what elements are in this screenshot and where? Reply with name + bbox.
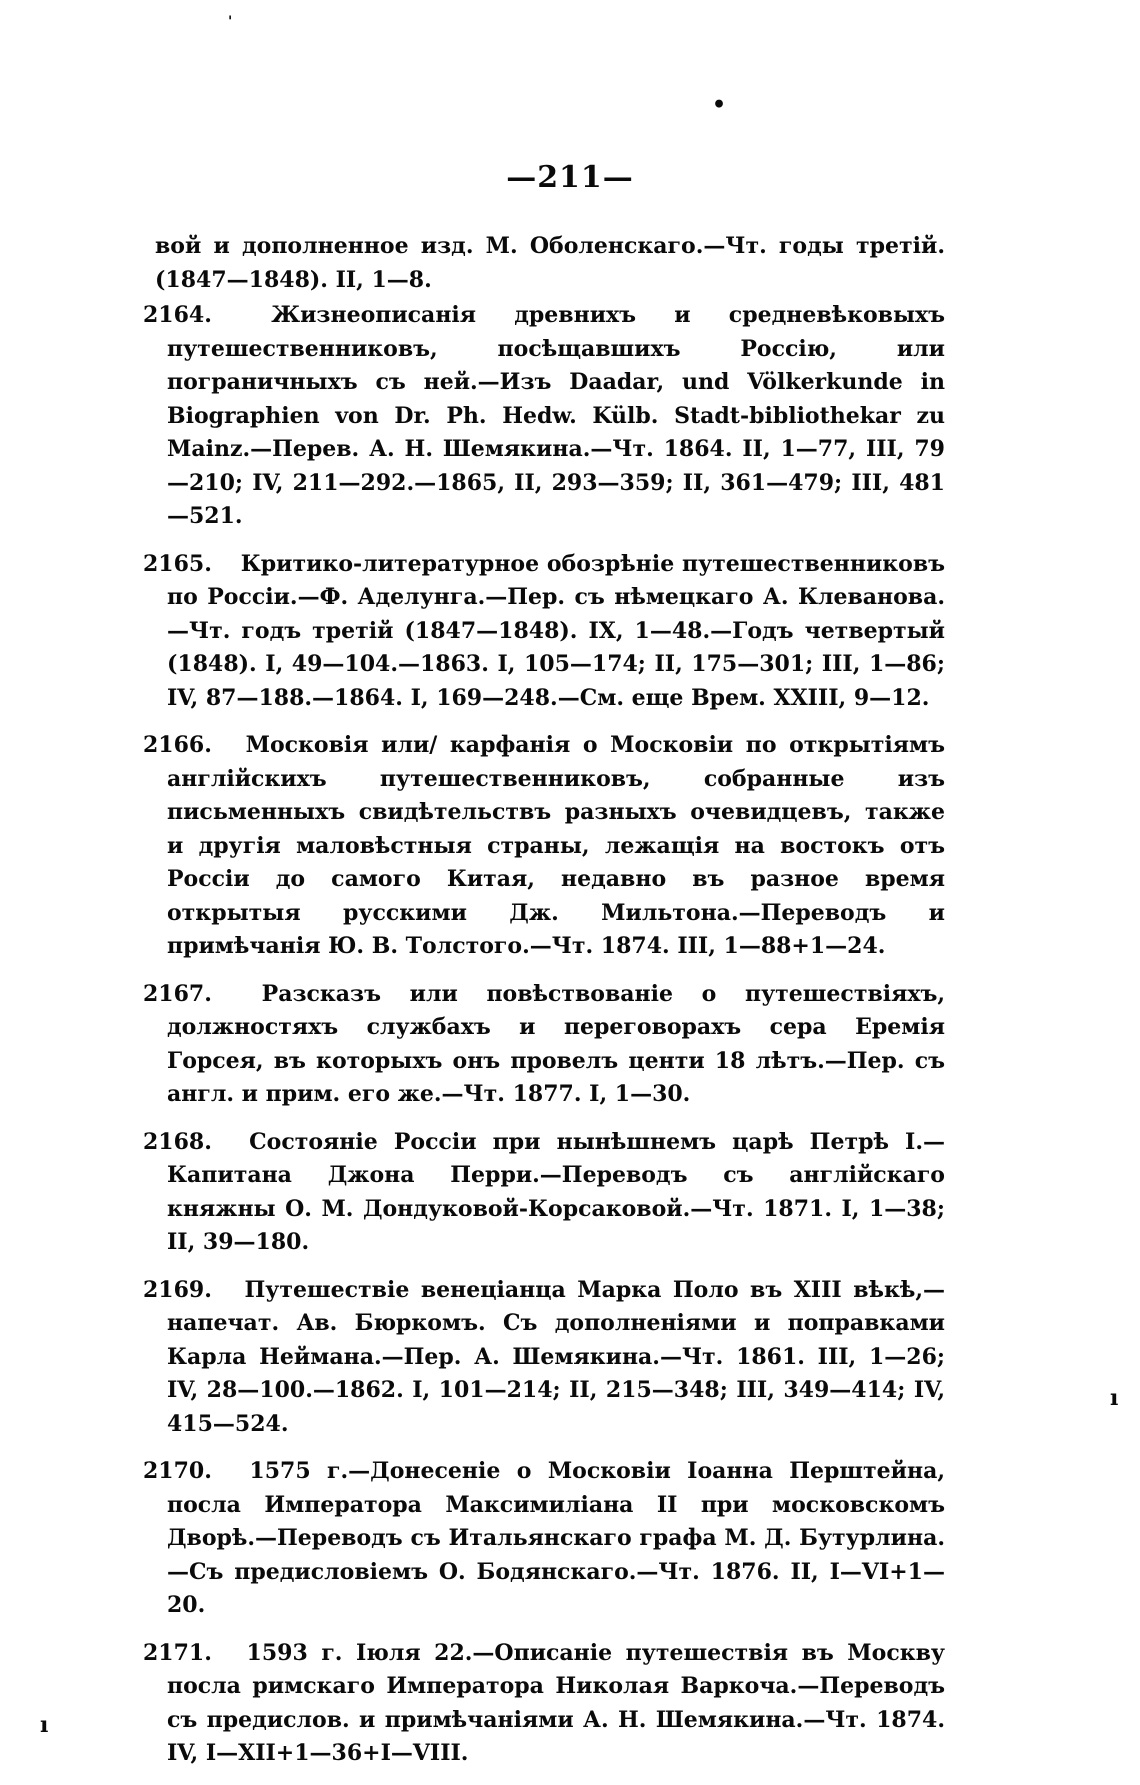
list-item [143,978,945,1112]
list-item [143,1455,945,1623]
entry-number: 2170. [143,1458,212,1484]
entry-text: Жизнеописанія древнихъ и средневѣковыхъ путешественниковъ, посѣщавшихъ Россію, или пограничныхъ съ ней.—Изъ Daadar, und Völkerkunde in Biographien von Dr. Ph. Hedw. Külb. Stadt-bibliothekar zu Mainz.—Перев. А. Н. Шемякина.—Чт. 1864. II, 1—77, III, 79—210; IV, 211—292.—1865, II, 293—359; II, 361—479; III, 481—521. [167,302,945,529]
entry-number: 2167. [143,980,212,1007]
entry-text: вой и дополненное изд. М. Оболенскаго.—Чт. годы третій. (1847—1848). II, 1—8. [155,233,945,293]
ink-speck: ı [1110,1385,1119,1411]
list-item [143,1637,945,1771]
entry-text: Состояніе Россіи при нынѣшнемъ царѣ Петрѣ I.—Капитана Джона Перри.—Переводъ съ англійскаго княжны О. М. Дондуковой-Корсаковой.—Чт. 1871. I, 1—38; II, 39—180. [167,1128,945,1255]
entry-text: Разсказъ или повѣствованіе о путешествіяхъ, должностяхъ службахъ и переговорахъ сера Еремія Горсея, въ которыхъ онъ провелъ центи 18 лѣтъ.—Пер. съ англ. и прим. его же.—Чт. 1877. I, 1—30. [167,980,945,1107]
list-item [155,230,945,297]
entry-number: 2165. [143,550,212,577]
ink-dot: • [712,92,727,118]
list-item [143,299,945,534]
entry-number: 2166. [143,732,212,758]
entry-text: Критико-литературное обозрѣніе путешественниковъ по Россіи.—Ф. Аделунга.—Пер. съ нѣмецкаго А. Клеванова.—Чт. годъ третій (1847—1848). IX, 1—48.—Годъ четвертый (1848). I, 49—104.—1863. I, 105—174; II, 175—301; III, 1—86; IV, 87—188.—1864. I, 169—248.—См. еще Врем. XXIII, 9—12. [167,550,945,711]
entry-text: 1593 г. Іюля 22.—Описаніе путешествія въ Москву посла римскаго Императора Николая Варкоча.—Переводъ съ предислов. и примѣчаніями А. Н. Шемякина.—Чт. 1874. IV, I—XII+1—36+I—VIII. [167,1639,945,1766]
entry-number: 2168. [143,1128,212,1155]
list-item [143,1274,945,1442]
list-item [143,729,945,964]
entry-number: 2164. [143,302,212,328]
list-item [143,548,945,716]
entry-text: Московія или/ карфанія о Московіи по открытіямъ англійскихъ путешественниковъ, собранные изъ письменныхъ свидѣтельствъ разныхъ очевидцевъ, также и другія маловѣстныя страны, лежащія на востокъ отъ Россіи до самого Китая, недавно въ разное время открытыя русскими Дж. Мильтона.—Переводъ и примѣчанія Ю. В. Толстого.—Чт. 1874. III, 1—88+1—24. [167,732,945,959]
entry-text: 1575 г.—Донесеніе о Московіи Іоанна Перштейна, посла Императора Максимиліана II при московскомъ Дворѣ.—Переводъ съ Итальянскаго графа М. Д. Бутурлина.—Съ предисловіемъ О. Бодянскаго.—Чт. 1876. II, I—VI+1—20. [167,1458,945,1618]
entry-number: 2169. [143,1276,212,1303]
list-item [143,1126,945,1260]
ink-speck: ' [228,14,233,30]
page-number-header: —211— [506,160,634,195]
entry-text: Путешествіе венеціанца Марка Поло въ XIII вѣкѣ,—напечат. Ав. Бюркомъ. Съ дополненіями и поправками Карла Неймана.—Пер. А. Шемякина.—Чт. 1861. III, 1—26; IV, 28—100.—1862. I, 101—214; II, 215—348; III, 349—414; IV, 415—524. [167,1276,945,1437]
entry-number: 2171. [143,1639,212,1666]
bibliography-list [143,230,945,1785]
ink-speck: ı [40,1712,49,1738]
